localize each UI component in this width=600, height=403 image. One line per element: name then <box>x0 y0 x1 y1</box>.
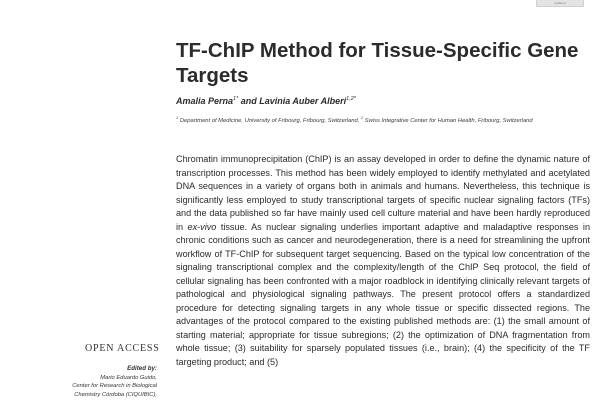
editor-affiliation: Center for Research in Biological <box>72 383 157 390</box>
abstract-text: tissue. As nuclear signaling underlies important adaptive and maladaptive responses in chronic conditions such as cancer and neurodegeneration, there is a need for streamlining the upfront workflow of TF-ChIP for subsequent target sequencing. Based on the typical low concentration of the signaling transcriptional complex and the complexity/length of the ChIP Seq protocol, the field of cellular signaling has been confronted with a major roadblock in identifying clinically relevant targets of pathological and physiological signaling pathways. The present protocol offers a standardized procedure for detecting signaling targets in any whole tissue or specific dissected regions. The advantages of the protocol compared to the existing published methods are: (1) the small amount of starting material; appropriate for tissue subregions; (2) the optimization of DNA fragmentation from whole tissue; (3) suitability for sparsely populated tissues (i.e., brain); (4) the specificity of the TF targeting product; and (5) <box>176 221 590 367</box>
abstract-text: Chromatin immunoprecipitation (ChIP) is an assay developed in order to define the dynamic nature of transcription processes. This method has been widely employed to identify methylated and acetylated DNA sequences in a variety of organs both in animals and humans. Nevertheless, this technique is significantly less employed to study transcriptional targets of specific nuclear signaling factors (TFs) and the data published so far have mainly used cell culture material and have been hardly reproduced in <box>176 154 590 232</box>
check-for-updates-badge[interactable]: updates <box>536 0 584 7</box>
article-title: TF-ChIP Method for Tissue-Specific Gene Targets <box>176 39 579 87</box>
edited-by-heading: Edited by: <box>127 365 157 372</box>
editor-info <box>72 365 157 399</box>
author-name[interactable]: Lavinia Auber Alberi <box>259 96 347 106</box>
affiliation-text: Swiss Integrative Center for Human Health, Fribourg, Switzerland <box>363 117 533 124</box>
affiliation-marker: 2 <box>360 115 364 120</box>
affiliations <box>176 113 571 126</box>
abstract <box>176 153 590 369</box>
author-joiner: and <box>238 96 260 106</box>
editor-affiliation: Chemistry Córdoba (CIQUIBIC), <box>74 391 157 398</box>
author-affiliation-marker: 1,2* <box>346 96 356 102</box>
abstract-italic-term: ex-vivo <box>187 221 217 232</box>
editor-name: Mario Eduardo Guido, <box>100 374 157 381</box>
author-list <box>176 96 356 106</box>
author-name[interactable]: Amalia Perna <box>176 96 234 106</box>
author-affiliation-marker: 1* <box>233 96 239 102</box>
affiliation-text: Department of Medicine, University of Fribourg, Fribourg, Switzerland, <box>178 117 361 124</box>
open-access-label[interactable]: OPEN ACCESS <box>85 343 160 354</box>
affiliation-marker: 1 <box>176 115 179 120</box>
